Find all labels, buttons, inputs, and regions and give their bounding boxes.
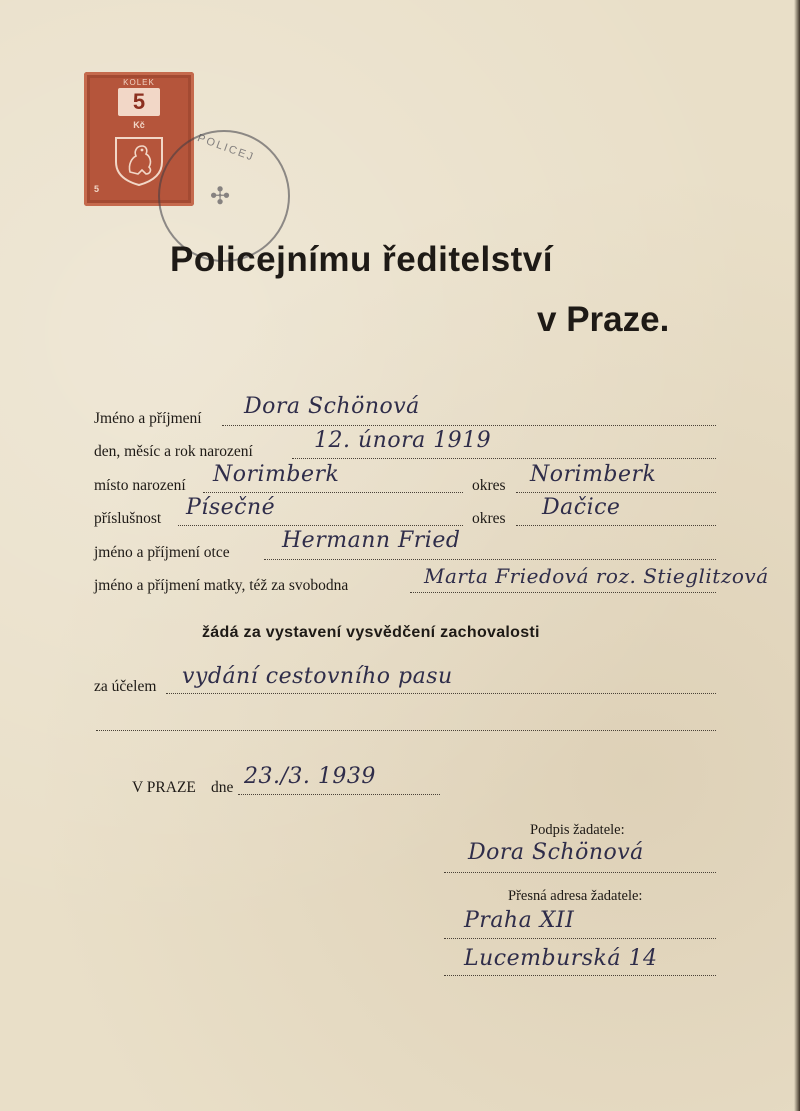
address-line1-value: Praha XII xyxy=(464,908,575,933)
request-text: žádá za vystavení vysvědčení zachovalosti xyxy=(202,624,540,641)
birthplace-value: Norimberk xyxy=(213,462,340,487)
birthdate-value: 12. února 1919 xyxy=(314,428,492,453)
mother-label: jméno a příjmení matky, též za svobodna xyxy=(94,577,349,594)
birthplace-line xyxy=(203,492,463,493)
stamp-top-text: KOLEK xyxy=(123,78,155,87)
citizenship-district-value: Dačice xyxy=(542,495,621,520)
purpose-line-2 xyxy=(96,730,716,731)
address-line-2 xyxy=(444,975,716,976)
father-value: Hermann Fried xyxy=(282,528,461,553)
signature-label: Podpis žadatele: xyxy=(530,822,625,838)
purpose-line xyxy=(166,693,716,694)
heading-line1: Policejnímu ředitelství xyxy=(170,240,553,279)
purpose-label: za účelem xyxy=(94,678,157,695)
stamp-corner-value: 5 xyxy=(94,184,100,194)
date-line xyxy=(238,794,440,795)
signature-value: Dora Schönová xyxy=(468,840,644,865)
mother-line xyxy=(410,592,716,593)
father-line xyxy=(264,559,716,560)
date-value: 23./3. 1939 xyxy=(244,764,376,789)
address-line2-value: Lucemburská 14 xyxy=(464,946,658,971)
citizenship-value: Písečné xyxy=(186,495,276,520)
lion-crest-icon xyxy=(112,134,166,186)
birthdate-line xyxy=(292,458,716,459)
citizenship-label: příslušnost xyxy=(94,510,162,527)
date-dne-label: dne xyxy=(211,779,234,796)
paper-edge-shadow xyxy=(794,0,800,1111)
citizenship-line xyxy=(178,525,463,526)
purpose-value: vydání cestovního pasu xyxy=(182,664,453,689)
birthplace-district-line xyxy=(516,492,716,493)
mother-value: Marta Friedová roz. Stieglitzová xyxy=(424,564,769,588)
date-city-label: V PRAZE xyxy=(132,779,196,796)
birthplace-district-value: Norimberk xyxy=(530,462,657,487)
name-label: Jméno a příjmení xyxy=(94,410,202,427)
birthplace-district-label: okres xyxy=(472,477,506,494)
birthdate-label: den, měsíc a rok narození xyxy=(94,443,253,460)
postmark-text: POLICEJ xyxy=(195,132,257,164)
name-line xyxy=(222,425,716,426)
birthplace-label: místo narození xyxy=(94,477,186,494)
address-label: Přesná adresa žadatele: xyxy=(508,888,643,904)
postmark-center-icon: ✣ xyxy=(210,183,231,210)
father-label: jméno a příjmení otce xyxy=(94,544,230,561)
signature-line xyxy=(444,872,716,873)
stamp-value: 5 xyxy=(118,88,160,116)
name-value: Dora Schönová xyxy=(244,394,420,419)
address-line-1 xyxy=(444,938,716,939)
stamp-unit: Kč xyxy=(133,120,145,130)
citizenship-district-line xyxy=(516,525,716,526)
citizenship-district-label: okres xyxy=(472,510,506,527)
heading-line2: v Praze. xyxy=(537,300,670,339)
